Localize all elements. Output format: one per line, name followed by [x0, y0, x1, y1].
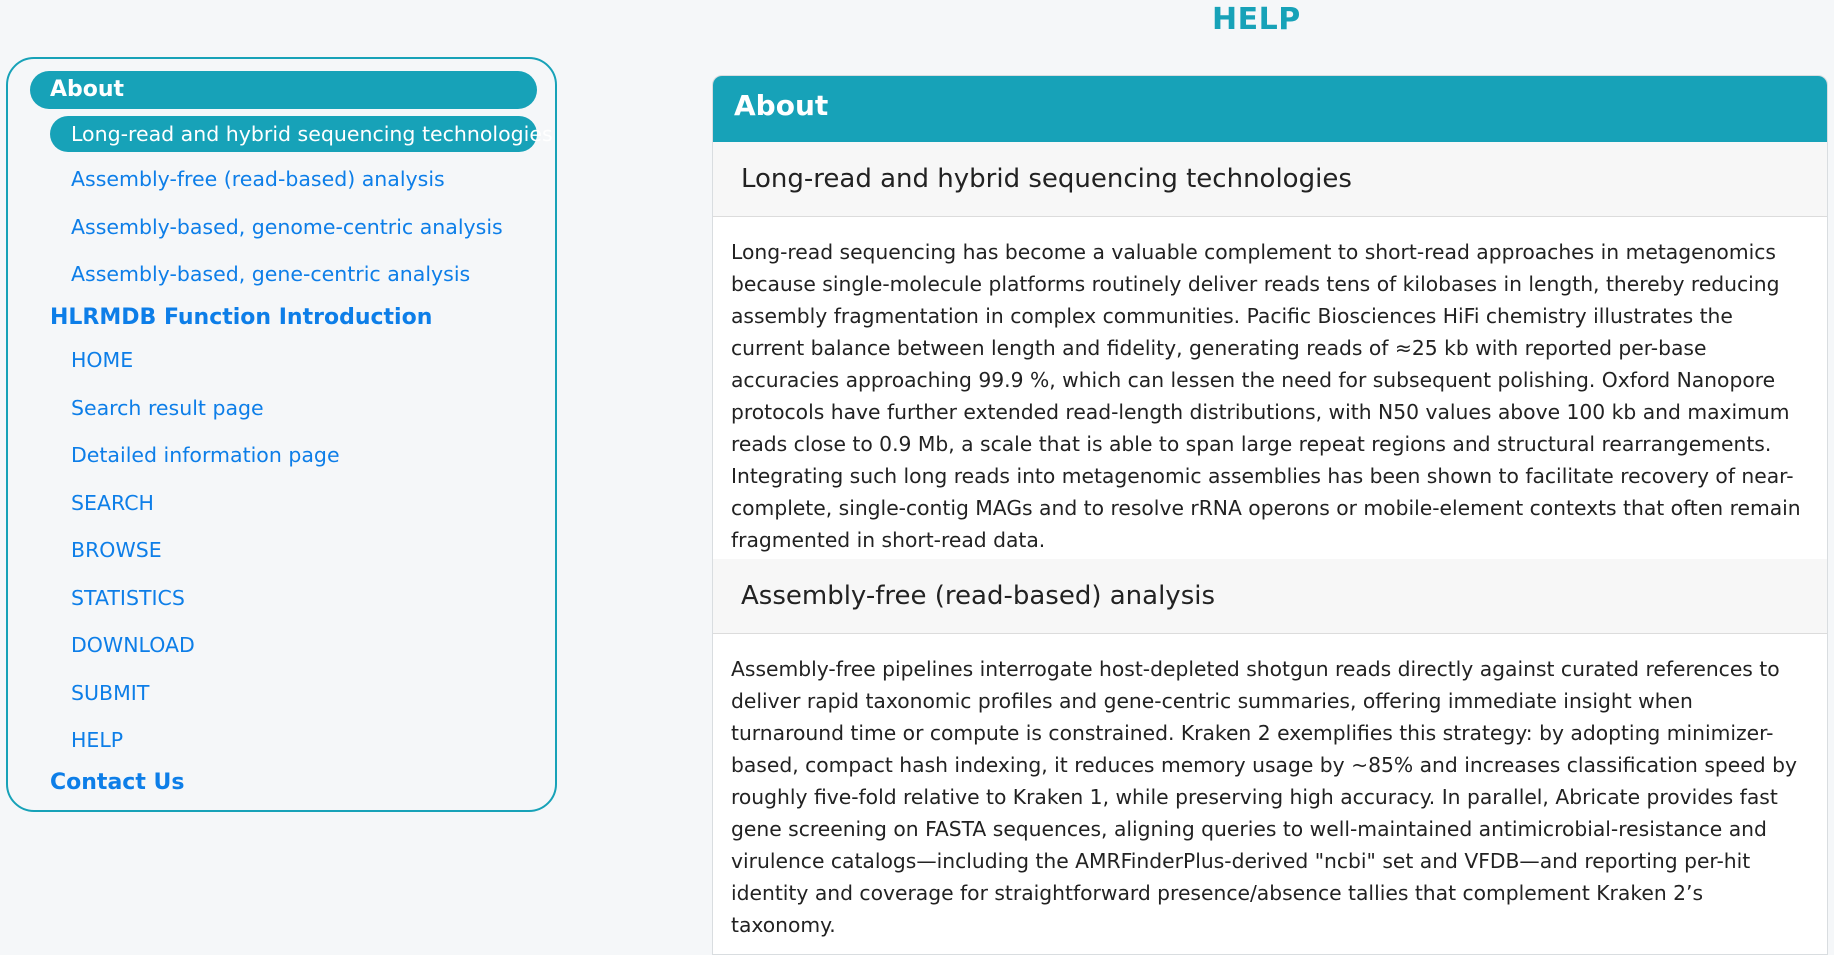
card-header: About — [713, 76, 1827, 142]
section-title: Assembly-free (read-based) analysis — [713, 559, 1827, 634]
section-title: Long-read and hybrid sequencing technologies — [713, 142, 1827, 217]
sidebar-item-browse[interactable]: BROWSE — [71, 538, 162, 562]
sidebar-item-function-intro[interactable]: HLRMDB Function Introduction — [50, 305, 433, 330]
sidebar-item-home[interactable]: HOME — [71, 348, 134, 372]
sidebar-nav — [6, 57, 557, 812]
page-title: HELP — [1212, 2, 1301, 37]
sidebar-item-assembly-free[interactable]: Assembly-free (read-based) analysis — [71, 167, 445, 191]
sidebar-item-search[interactable]: SEARCH — [71, 491, 154, 515]
section-body: Long-read sequencing has become a valuable complement to short-read approaches in metagenomics because single-molecule platforms routinely deliver reads tens of kilobases in length, thereby reducing assembly fragmentation in complex communities. Pacific Biosciences HiFi chemistry illustrates the current balance between length and fidelity, generating reads of ≈25 kb with reported per-base accuracies approaching 99.9 %, which can lessen the need for subsequent polishing. Oxford Nanopore protocols have further extended read-length distributions, with N50 values above 100 kb and maximum reads close to 0.9 Mb, a scale that is able to span large repeat regions and structural rearrangements. Integrating such long reads into metagenomic assemblies has been shown to facilitate recovery of near-complete, single-contig MAGs and to resolve rRNA operons or mobile-element contexts that often remain fragmented in short-read data. — [731, 240, 1801, 552]
sidebar-item-search-result[interactable]: Search result page — [71, 396, 264, 420]
sidebar-item-submit[interactable]: SUBMIT — [71, 681, 150, 705]
sidebar-item-about[interactable]: About — [30, 71, 537, 109]
sidebar-item-statistics[interactable]: STATISTICS — [71, 586, 185, 610]
sidebar-item-contact[interactable]: Contact Us — [50, 770, 185, 795]
section-long-read — [713, 142, 1827, 559]
sidebar-item-genome-centric[interactable]: Assembly-based, genome-centric analysis — [71, 215, 503, 239]
section-assembly-free — [713, 559, 1827, 955]
section-body: Assembly-free pipelines interrogate host-depleted shotgun reads directly against curated references to deliver rapid taxonomic profiles and gene-centric summaries, offering immediate insight when turnaround time or compute is constrained. Kraken 2 exemplifies this strategy: by adopting minimizer-based, compact hash indexing, it reduces memory usage by ~85% and increases classification speed by roughly five-fold relative to Kraken 1, while preserving high accuracy. In parallel, Abricate provides fast gene screening on FASTA sequences, aligning queries to well-maintained antimicrobial-resistance and virulence catalogs—including the AMRFinderPlus-derived "ncbi" set and VFDB—and reporting per-hit identity and coverage for straightforward presence/absence tallies that complement Kraken 2’s taxonomy. — [731, 657, 1797, 937]
sidebar-item-detailed-info[interactable]: Detailed information page — [71, 443, 340, 467]
about-card — [712, 75, 1828, 955]
sidebar-item-download[interactable]: DOWNLOAD — [71, 633, 195, 657]
sidebar-item-long-read[interactable]: Long-read and hybrid sequencing technologies — [50, 116, 537, 152]
sidebar-item-gene-centric[interactable]: Assembly-based, gene-centric analysis — [71, 262, 471, 286]
sidebar-item-help[interactable]: HELP — [71, 728, 124, 752]
